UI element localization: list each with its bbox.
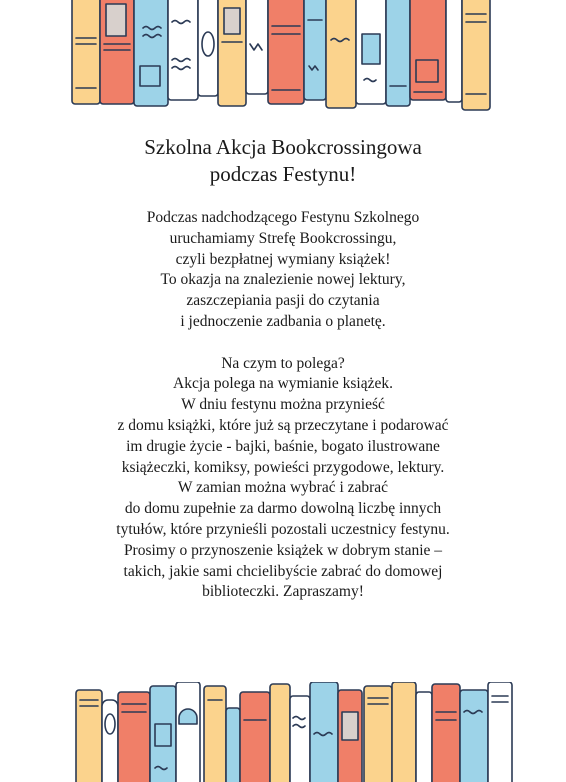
book-spines-top-icon bbox=[0, 0, 566, 112]
details-line: Prosimy o przynoszenie książek w dobrym stanie – bbox=[123, 541, 443, 559]
book-spines-bottom-icon bbox=[0, 682, 566, 782]
details-line: do domu zupełnie za darmo dowolną liczbę innych bbox=[124, 500, 442, 518]
details-line: W dniu festynu można przynieść bbox=[181, 396, 385, 414]
details-line: książeczki, komiksy, powieści przygodowe, lektury. bbox=[121, 458, 445, 476]
details-line: z domu książki, które już są przeczytane i podarować bbox=[117, 416, 449, 434]
intro-line: To okazja na znalezienie nowej lektury, bbox=[160, 271, 406, 289]
details-line: W zamian można wybrać i zabrać bbox=[177, 479, 389, 497]
body-text bbox=[30, 208, 536, 603]
intro-line: Podczas nadchodzącego Festynu Szkolnego bbox=[146, 209, 420, 226]
intro-line: i jednoczenie zadbania o planetę. bbox=[180, 312, 386, 330]
details-line: biblioteczki. Zapraszamy! bbox=[202, 583, 364, 601]
intro-line: uruchamiamy Strefę Bookcrossingu, bbox=[169, 229, 397, 247]
details-line: im drugie życie - bajki, baśnie, bogato ilustrowane bbox=[126, 437, 440, 455]
paragraph-gap bbox=[30, 333, 536, 354]
intro-line: czyli bezpłatnej wymiany książek! bbox=[175, 250, 391, 268]
details-line: takich, jakie sami chcielibyście zabrać do domowej bbox=[123, 562, 443, 580]
details-line: tytułów, które przynieśli pozostali uczestnicy festynu. bbox=[116, 520, 450, 538]
page-title bbox=[40, 134, 526, 188]
details-line: Na czym to polega? bbox=[221, 354, 345, 372]
title-line-1: Szkolna Akcja Bookcrossingowa bbox=[144, 135, 422, 159]
intro-line: zaszczepiania pasji do czytania bbox=[186, 292, 380, 310]
details-line: Akcja polega na wymianie książek. bbox=[173, 375, 393, 393]
title-line-2: podczas Festynu! bbox=[209, 162, 357, 186]
